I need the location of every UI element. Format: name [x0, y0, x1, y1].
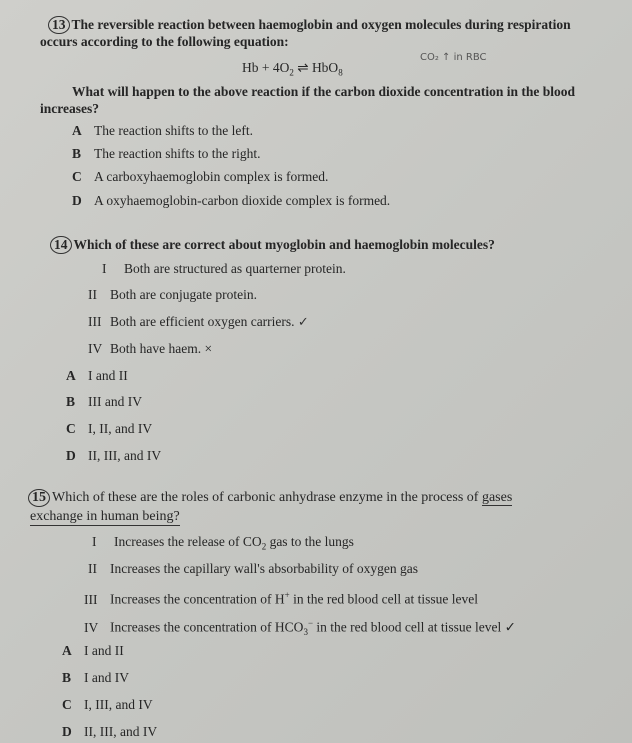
q13-option-d[interactable]: D A oxyhaemoglobin-carbon dioxide complex is formed.	[72, 193, 391, 208]
q13-line2: occurs according to the following equation:	[40, 34, 289, 49]
q15-option-d[interactable]: D II, III, and IV	[62, 724, 158, 739]
q14-option-d[interactable]: D II, III, and IV	[66, 448, 162, 463]
q14-option-a[interactable]: A I and II	[66, 368, 128, 383]
q13-option-c[interactable]: C A carboxyhaemoglobin complex is formed.	[72, 169, 329, 184]
q15-stem1: 15 Which of these are the roles of carbonic anhydrase enzyme in the process of gases	[28, 489, 512, 507]
handwritten-note: CO₂ ↑ in RBC	[420, 52, 487, 63]
q13-stem2: increases?	[40, 101, 99, 116]
q15-option-c[interactable]: C I, III, and IV	[62, 697, 153, 712]
q15-stem2: exchange in human being?	[30, 509, 180, 524]
q13-number: 13	[48, 16, 70, 34]
q15-statement-4: IV Increases the concentration of $HCO_3^-$ in the red blood cell at tissue level ✓	[84, 618, 516, 638]
q14-option-b[interactable]: B III and IV	[66, 394, 142, 409]
check-mark-icon: ✓	[504, 619, 516, 635]
q13-stem1: What will happen to the above reaction if the carbon dioxide concentration in the blood	[72, 84, 576, 99]
q15-statement-2: II Increases the capillary wall's absorbability of oxygen gas	[88, 561, 418, 576]
q15-option-a[interactable]: A I and II	[62, 643, 124, 658]
cross-mark-icon: ×	[204, 341, 213, 356]
q14-statement-2: II Both are conjugate protein.	[88, 287, 257, 302]
q14-statement-3: III Both are efficient oxygen carriers. ✓	[88, 314, 309, 329]
q14-option-c[interactable]: C I, II, and IV	[66, 421, 153, 436]
q13-option-b[interactable]: B The reaction shifts to the right.	[72, 146, 261, 161]
q14-statement-1: I Both are structured as quarterner protein.	[102, 261, 346, 276]
q15-number: 15	[28, 489, 50, 507]
q13-option-a[interactable]: A The reaction shifts to the left.	[72, 123, 253, 138]
q15-option-b[interactable]: B I and IV	[62, 670, 129, 685]
q13-line1	[48, 16, 571, 34]
q15-statement-1: I Increases the release of $CO_2$ gas to the lungs	[92, 534, 354, 552]
q15-statement-3: III Increases the concentration of H+ in the red blood cell at tissue level	[84, 590, 478, 607]
q14-number: 14	[50, 236, 72, 254]
q14-stem: 14 Which of these are correct about myoglobin and haemoglobin molecules?	[50, 236, 495, 254]
check-mark-icon: ✓	[297, 314, 309, 329]
q13-equation: $Hb + 4O_2$ ⇌ HbO$_8$	[242, 60, 343, 78]
q14-statement-4: IV Both have haem. ×	[88, 341, 213, 356]
q13-text: The reversible reaction between haemoglobin and oxygen molecules during respiration	[71, 17, 571, 32]
